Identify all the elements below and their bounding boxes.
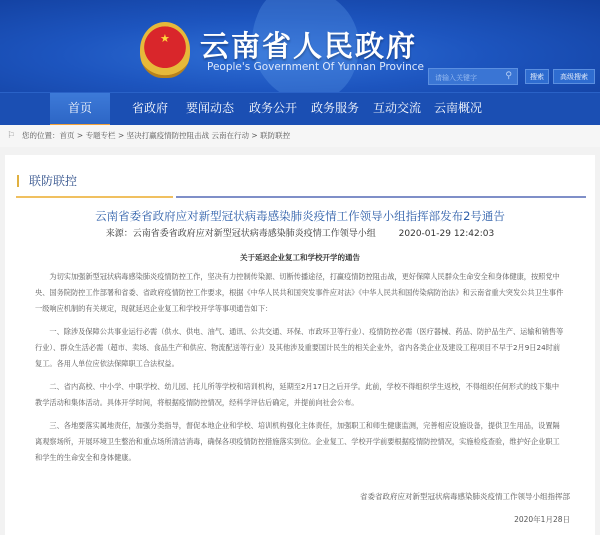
article-signature: 省委省政府应对新型冠状病毒感染肺炎疫情工作领导小组指挥部 [360, 492, 570, 501]
location-pin-icon: ⚐ [7, 131, 16, 141]
article-paragraph: 三、各地要落实属地责任，加强分类指导，督促本地企业和学校、培训机构强化主体责任，加强职工和师生健康监测，完善相应设施设备，提供卫生用品，设置隔离观察场所，开展环境卫生整治和重点场所清洁消毒，确保各项疫情防控措施落实到位。企业复工、学校开学前要根据疫情防控情况，实施检疫查验，维护好企业职工和学生的生命安全和身体健康。 [35, 421, 560, 462]
article-subheading: 关于延迟企业复工和学校开学的通告 [240, 253, 360, 262]
search-icon[interactable]: ⚲ [505, 71, 512, 81]
nav-yunnan-overview[interactable]: 云南概况 [433, 101, 482, 115]
nav-news[interactable]: 要闻动态 [185, 101, 234, 115]
breadcrumb-label: 您的位置： [22, 131, 60, 140]
article-paragraph: 二、省内高校、中小学、中职学校、幼儿园、托儿所等学校和培训机构，延期至2月17日之后开学。此前，学校不得组织学生返校，不得组织任何形式的线下集中教学活动和集体活动。具体开学时间，将根据疫情防控情况，经科学评估后确定，并提前向社会公布。 [35, 382, 560, 407]
site-title[interactable]: 云南省人民政府 [200, 29, 418, 63]
breadcrumb-separator: > [249, 131, 261, 140]
advanced-search-button[interactable]: 高级搜索 [553, 69, 595, 84]
article-datetime: 2020-01-29 12:42:03 [398, 229, 495, 239]
nav-home[interactable]: 首页 [50, 93, 110, 126]
nav-provincial-government[interactable]: 省政府 [131, 101, 168, 115]
breadcrumb-epidemic-topic[interactable]: 坚决打赢疫情防控阻击战 云南在行动 [126, 131, 250, 140]
article-body [35, 269, 565, 473]
section-divider [16, 196, 173, 198]
article-meta [5, 226, 595, 239]
article-source: 来源：云南省委省政府应对新型冠状病毒感染肺炎疫情工作领导小组 [105, 229, 376, 239]
breadcrumb-separator: > [74, 131, 86, 140]
section-title: 联防联控 [17, 175, 77, 187]
article-paragraph: 一、除涉及保障公共事业运行必需（供水、供电、油气、通讯、公共交通、环保、市政环卫等行业）、疫情防控必需（医疗器械、药品、防护品生产、运输和销售等行业）、群众生活必需（超市、卖场、食品生产和供应、物流配送等行业）及其他涉及重要国计民生的相关企业外，省内各类企业及建设工程项目不早于2月9日24时前复工。各用人单位应依法保障职工合法权益。 [35, 327, 564, 368]
article-title: 云南省委省政府应对新型冠状病毒感染肺炎疫情工作领导小组指挥部发布2号通告 [95, 209, 505, 223]
article-paragraph: 为切实加强新型冠状病毒感染肺炎疫情防控工作，坚决有力控制传染源、切断传播途径，打赢疫情防控阻击战，更好保障人民群众生命安全和身体健康，按照党中央、国务院防控工作部署和省委、省政府疫情防控工作要求，根据《中华人民共和国突发事件应对法》《中华人民共和国传染病防治法》和云南省重大突发公共卫生事件一级响应机制的有关规定，现就延迟企业复工和学校开学等事项通告如下： [35, 272, 564, 313]
breadcrumb [0, 125, 600, 147]
nav-interaction[interactable]: 互动交流 [372, 101, 421, 115]
nav-government-services[interactable]: 政务服务 [310, 101, 359, 115]
search-button[interactable]: 搜索 [525, 69, 549, 84]
article-sign-date: 2020年1月28日 [514, 515, 570, 524]
section-divider [176, 196, 586, 198]
breadcrumb-separator: > [115, 131, 127, 140]
national-emblem-icon: ★ [140, 22, 190, 78]
site-subtitle: People's Government Of Yunnan Province [207, 61, 424, 73]
nav-government-affairs[interactable]: 政务公开 [248, 101, 297, 115]
search-placeholder: 请输入关键字 [435, 74, 477, 82]
article-card [5, 155, 595, 535]
breadcrumb-home[interactable]: 首页 [59, 131, 75, 140]
main-nav [0, 92, 600, 125]
breadcrumb-joint-prevention[interactable]: 联防联控 [260, 131, 291, 140]
breadcrumb-special-topics[interactable]: 专题专栏 [85, 131, 116, 140]
search-input[interactable] [428, 68, 518, 85]
site-header [0, 0, 600, 92]
